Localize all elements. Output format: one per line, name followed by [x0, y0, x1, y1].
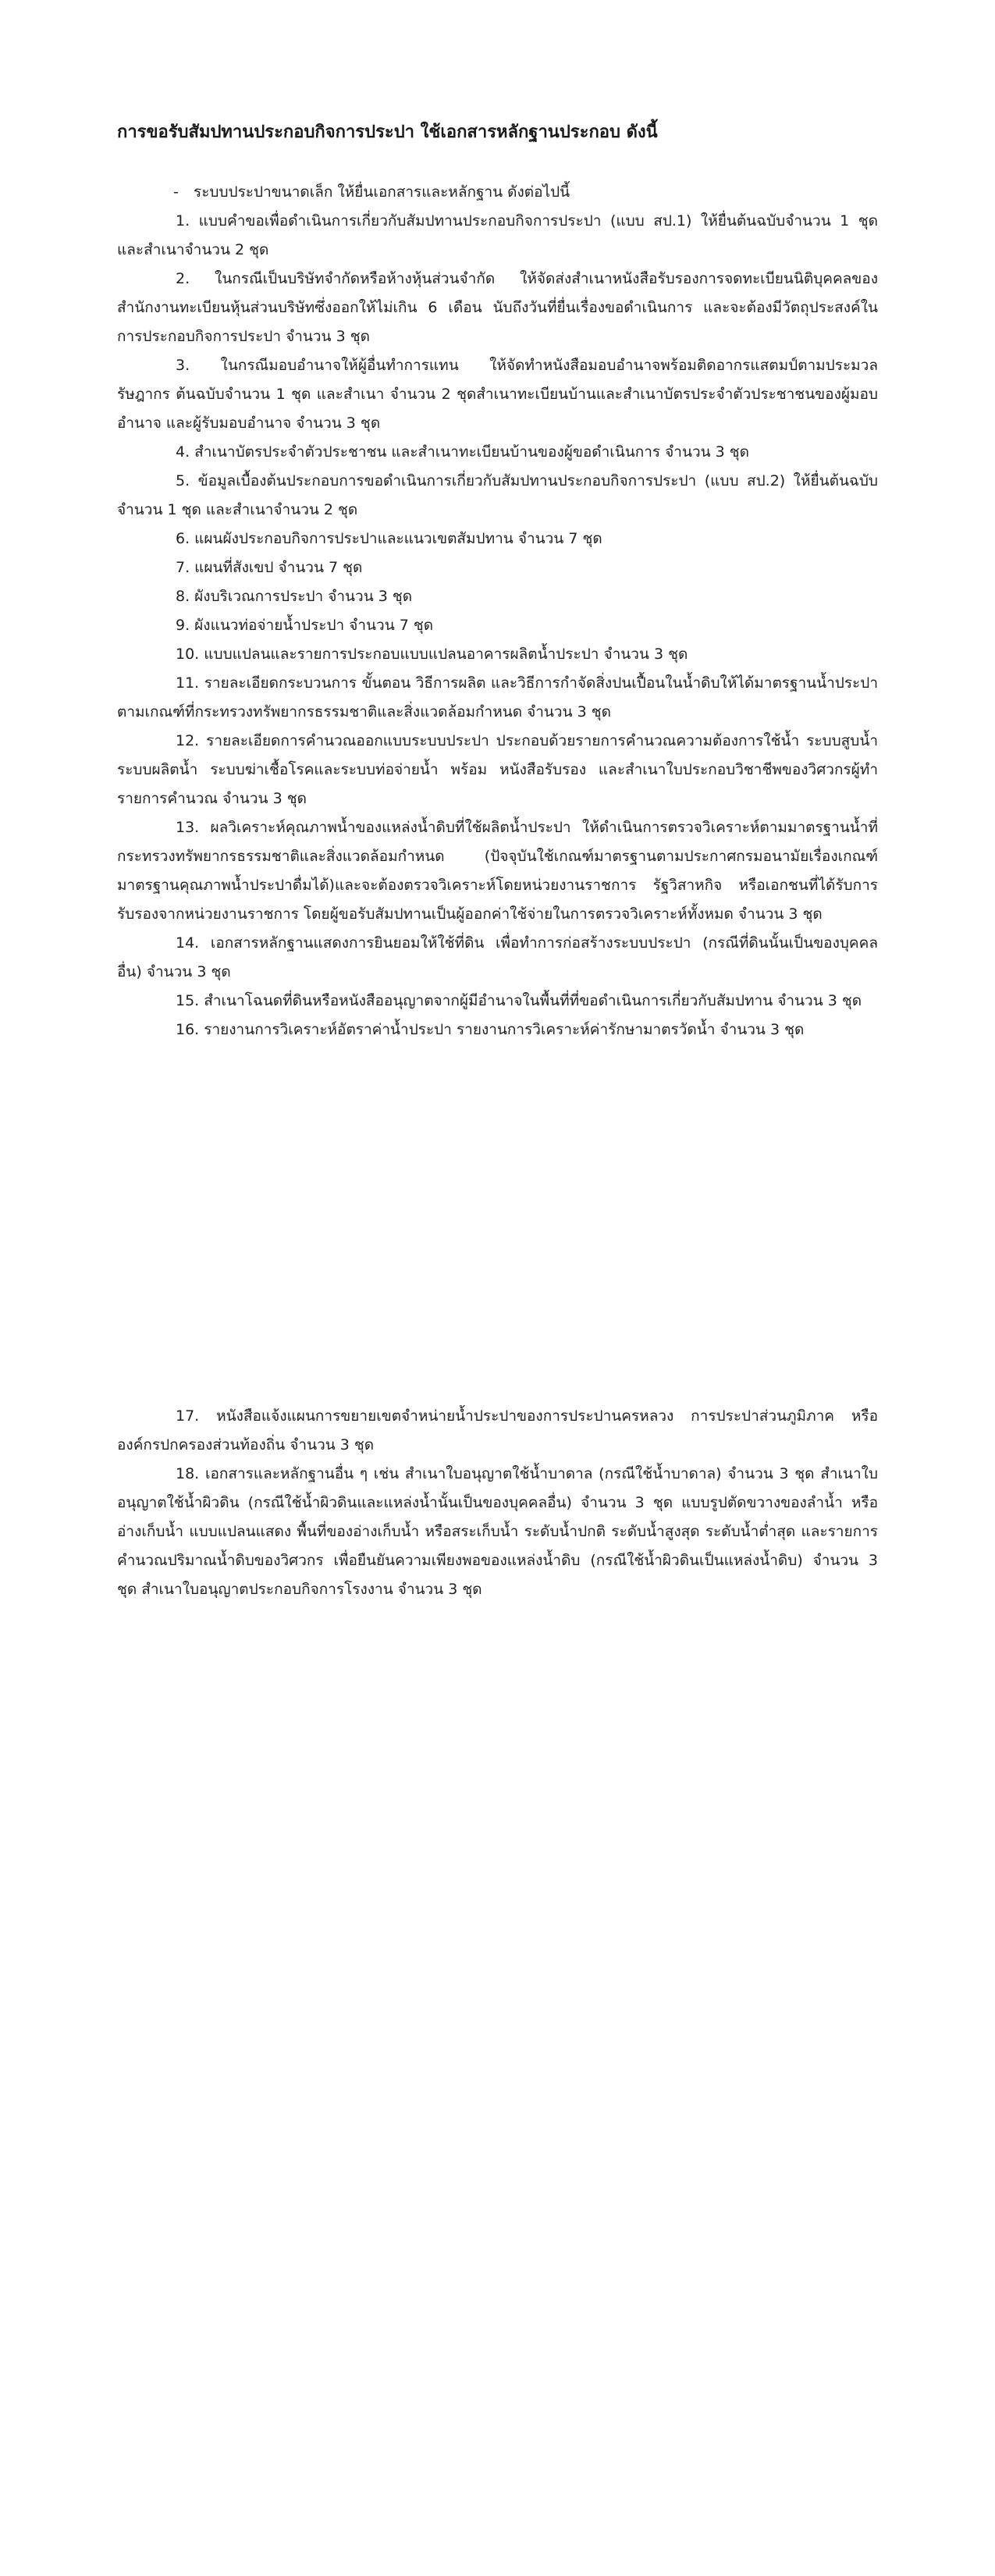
list-item: 1. แบบคำขอเพื่อดำเนินการเกี่ยวกับสัมปทานประกอบกิจการประปา (แบบ สป.1) ให้ยื่นต้นฉบับจำนวน 1 ชุด และสำเนาจำนวน 2 ชุด: [117, 212, 878, 258]
list-item: 3. ในกรณีมอบอำนาจให้ผู้อื่นทำการแทน ให้จัดทำหนังสือมอบอำนาจพร้อมติดอากรแสตมป์ตามประมวลรัษฎากร ต้นฉบับจำนวน 1 ชุด และสำเนา จำนวน 2 ชุดสำเนาทะเบียนบ้านและสำเนาบัตรประจำตัวประชาชนของผู้มอบอำนาจ และผู้รับมอบอำนาจ จำนวน 3 ชุด: [117, 357, 878, 432]
list-item: 17. หนังสือแจ้งแผนการขยายเขตจำหน่ายน้ำประปาของการประปานครหลวง การประปาส่วนภูมิภาค หรือองค์กรปกครองส่วนท้องถิ่น จำนวน 3 ชุด: [117, 1407, 878, 1453]
subheading-text: ระบบประปาขนาดเล็ก ให้ยื่นเอกสารและหลักฐาน ดังต่อไปนี้: [194, 183, 570, 201]
list-item: 2. ในกรณีเป็นบริษัทจำกัดหรือห้างหุ้นส่วนจำกัด ให้จัดส่งสำเนาหนังสือรับรองการจดทะเบียนนิติบุคคลของสำนักงานทะเบียนหุ้นส่วนบริษัทซึ่งออกให้ไม่เกิน 6 เดือน นับถึงวันที่ยื่นเรื่องขอดำเนินการ และจะต้องมีวัตถุประสงค์ในการประกอบกิจการประปา จำนวน 3 ชุด: [117, 270, 878, 345]
list-item: 4. สำเนาบัตรประจำตัวประชาชน และสำเนาทะเบียนบ้านของผู้ขอดำเนินการ จำนวน 3 ชุด: [176, 443, 750, 461]
document-title: การขอรับสัมปทานประกอบกิจการประปา ใช้เอกสารหลักฐานประกอบ ดังนี้: [117, 123, 658, 142]
list-item: 7. แผนที่สังเขป จำนวน 7 ชุด: [176, 559, 363, 576]
list-item: 15. สำเนาโฉนดที่ดินหรือหนังสืออนุญาตจากผู้มีอำนาจในพื้นที่ที่ขอดำเนินการเกี่ยวกับสัมปทาน จำนวน 3 ชุด: [176, 992, 862, 1009]
requirements-list: [117, 178, 878, 1044]
list-item: 6. แผนผังประกอบกิจการประปาและแนวเขตสัมปทาน จำนวน 7 ชุด: [176, 530, 602, 547]
list-item: 10. แบบแปลนและรายการประกอบแบบแปลนอาคารผลิตน้ำประปา จำนวน 3 ชุด: [176, 646, 688, 663]
list-item: 11. รายละเอียดกระบวนการ ขั้นตอน วิธีการผลิต และวิธีการกำจัดสิ่งปนเปื้อนในน้ำดิบให้ได้มาตรฐานน้ำประปาตามเกณฑ์ที่กระทรวงทรัพยากรธรรมชาติและสิ่งแวดล้อมกำหนด จำนวน 3 ชุด: [117, 674, 878, 720]
list-item: 12. รายละเอียดการคำนวณออกแบบระบบประปา ประกอบด้วยรายการคำนวณความต้องการใช้น้ำ ระบบสูบน้ำ ระบบผลิตน้ำ ระบบฆ่าเชื้อโรคและระบบท่อจ่ายน้ำ พร้อม หนังสือรับรอง และสำเนาใบประกอบวิชาชีพของวิศวกรผู้ทำรายการคำนวณ จำนวน 3 ชุด: [117, 732, 878, 807]
list-item: 14. เอกสารหลักฐานแสดงการยินยอมให้ใช้ที่ดิน เพื่อทำการก่อสร้างระบบประปา (กรณีที่ดินนั้นเป็นของบุคคลอื่น) จำนวน 3 ชุด: [117, 934, 878, 980]
list-item: 5. ข้อมูลเบื้องต้นประกอบการขอดำเนินการเกี่ยวกับสัมปทานประกอบกิจการประปา (แบบ สป.2) ให้ยื่นต้นฉบับจำนวน 1 ชุด และสำเนาจำนวน 2 ชุด: [117, 472, 878, 518]
subheading: [117, 178, 878, 207]
requirements-list-continued: [117, 1402, 878, 1604]
list-item: 16. รายงานการวิเคราะห์อัตราค่าน้ำประปา รายงานการวิเคราะห์ค่ารักษามาตรวัดน้ำ จำนวน 3 ชุด: [176, 1021, 805, 1038]
list-item: 8. ผังบริเวณการประปา จำนวน 3 ชุด: [176, 588, 413, 605]
list-item: 13. ผลวิเคราะห์คุณภาพน้ำของแหล่งน้ำดิบที่ใช้ผลิตน้ำประปา ให้ดำเนินการตรวจวิเคราะห์ตามมาตรฐานน้ำที่กระทรวงทรัพยากรธรรมชาติและสิ่งแวดล้อมกำหนด (ปัจจุบันใช้เกณฑ์มาตรฐานตามประกาศกรมอนามัยเรื่องเกณฑ์มาตรฐานคุณภาพน้ำประปาดื่มได้)และจะต้องตรวจวิเคราะห์โดยหน่วยงานราชการ รัฐวิสาหกิจ หรือเอกชนที่ได้รับการรับรองจากหน่วยงานราชการ โดยผู้ขอรับสัมปทานเป็นผู้ออกค่าใช้จ่ายในการตรวจวิเคราะห์ทั้งหมด จำนวน 3 ชุด: [117, 819, 878, 923]
dash-bullet: -: [173, 183, 179, 201]
list-item: 9. ผังแนวท่อจ่ายน้ำประปา จำนวน 7 ชุด: [176, 617, 434, 634]
list-item: 18. เอกสารและหลักฐานอื่น ๆ เช่น สำเนาใบอนุญาตใช้น้ำบาดาล (กรณีใช้น้ำบาดาล) จำนวน 3 ชุด สำเนาใบอนุญาตใช้น้ำผิวดิน (กรณีใช้น้ำผิวดินและแหล่งน้ำนั้นเป็นของบุคคลอื่น) จำนวน 3 ชุด แบบรูปตัดขวางของลำน้ำ หรืออ่างเก็บน้ำ แบบแปลนแสดง พื้นที่ของอ่างเก็บน้ำ หรือสระเก็บน้ำ ระดับน้ำปกติ ระดับน้ำสูงสุด ระดับน้ำต่ำสุด และรายการคำนวณปริมาณน้ำดิบของวิศวกร เพื่อยืนยันความเพียงพอของแหล่งน้ำดิบ (กรณีใช้น้ำผิวดินเป็นแหล่งน้ำดิบ) จำนวน 3 ชุด สำเนาใบอนุญาตประกอบกิจการโรงงาน จำนวน 3 ชุด: [117, 1465, 878, 1598]
